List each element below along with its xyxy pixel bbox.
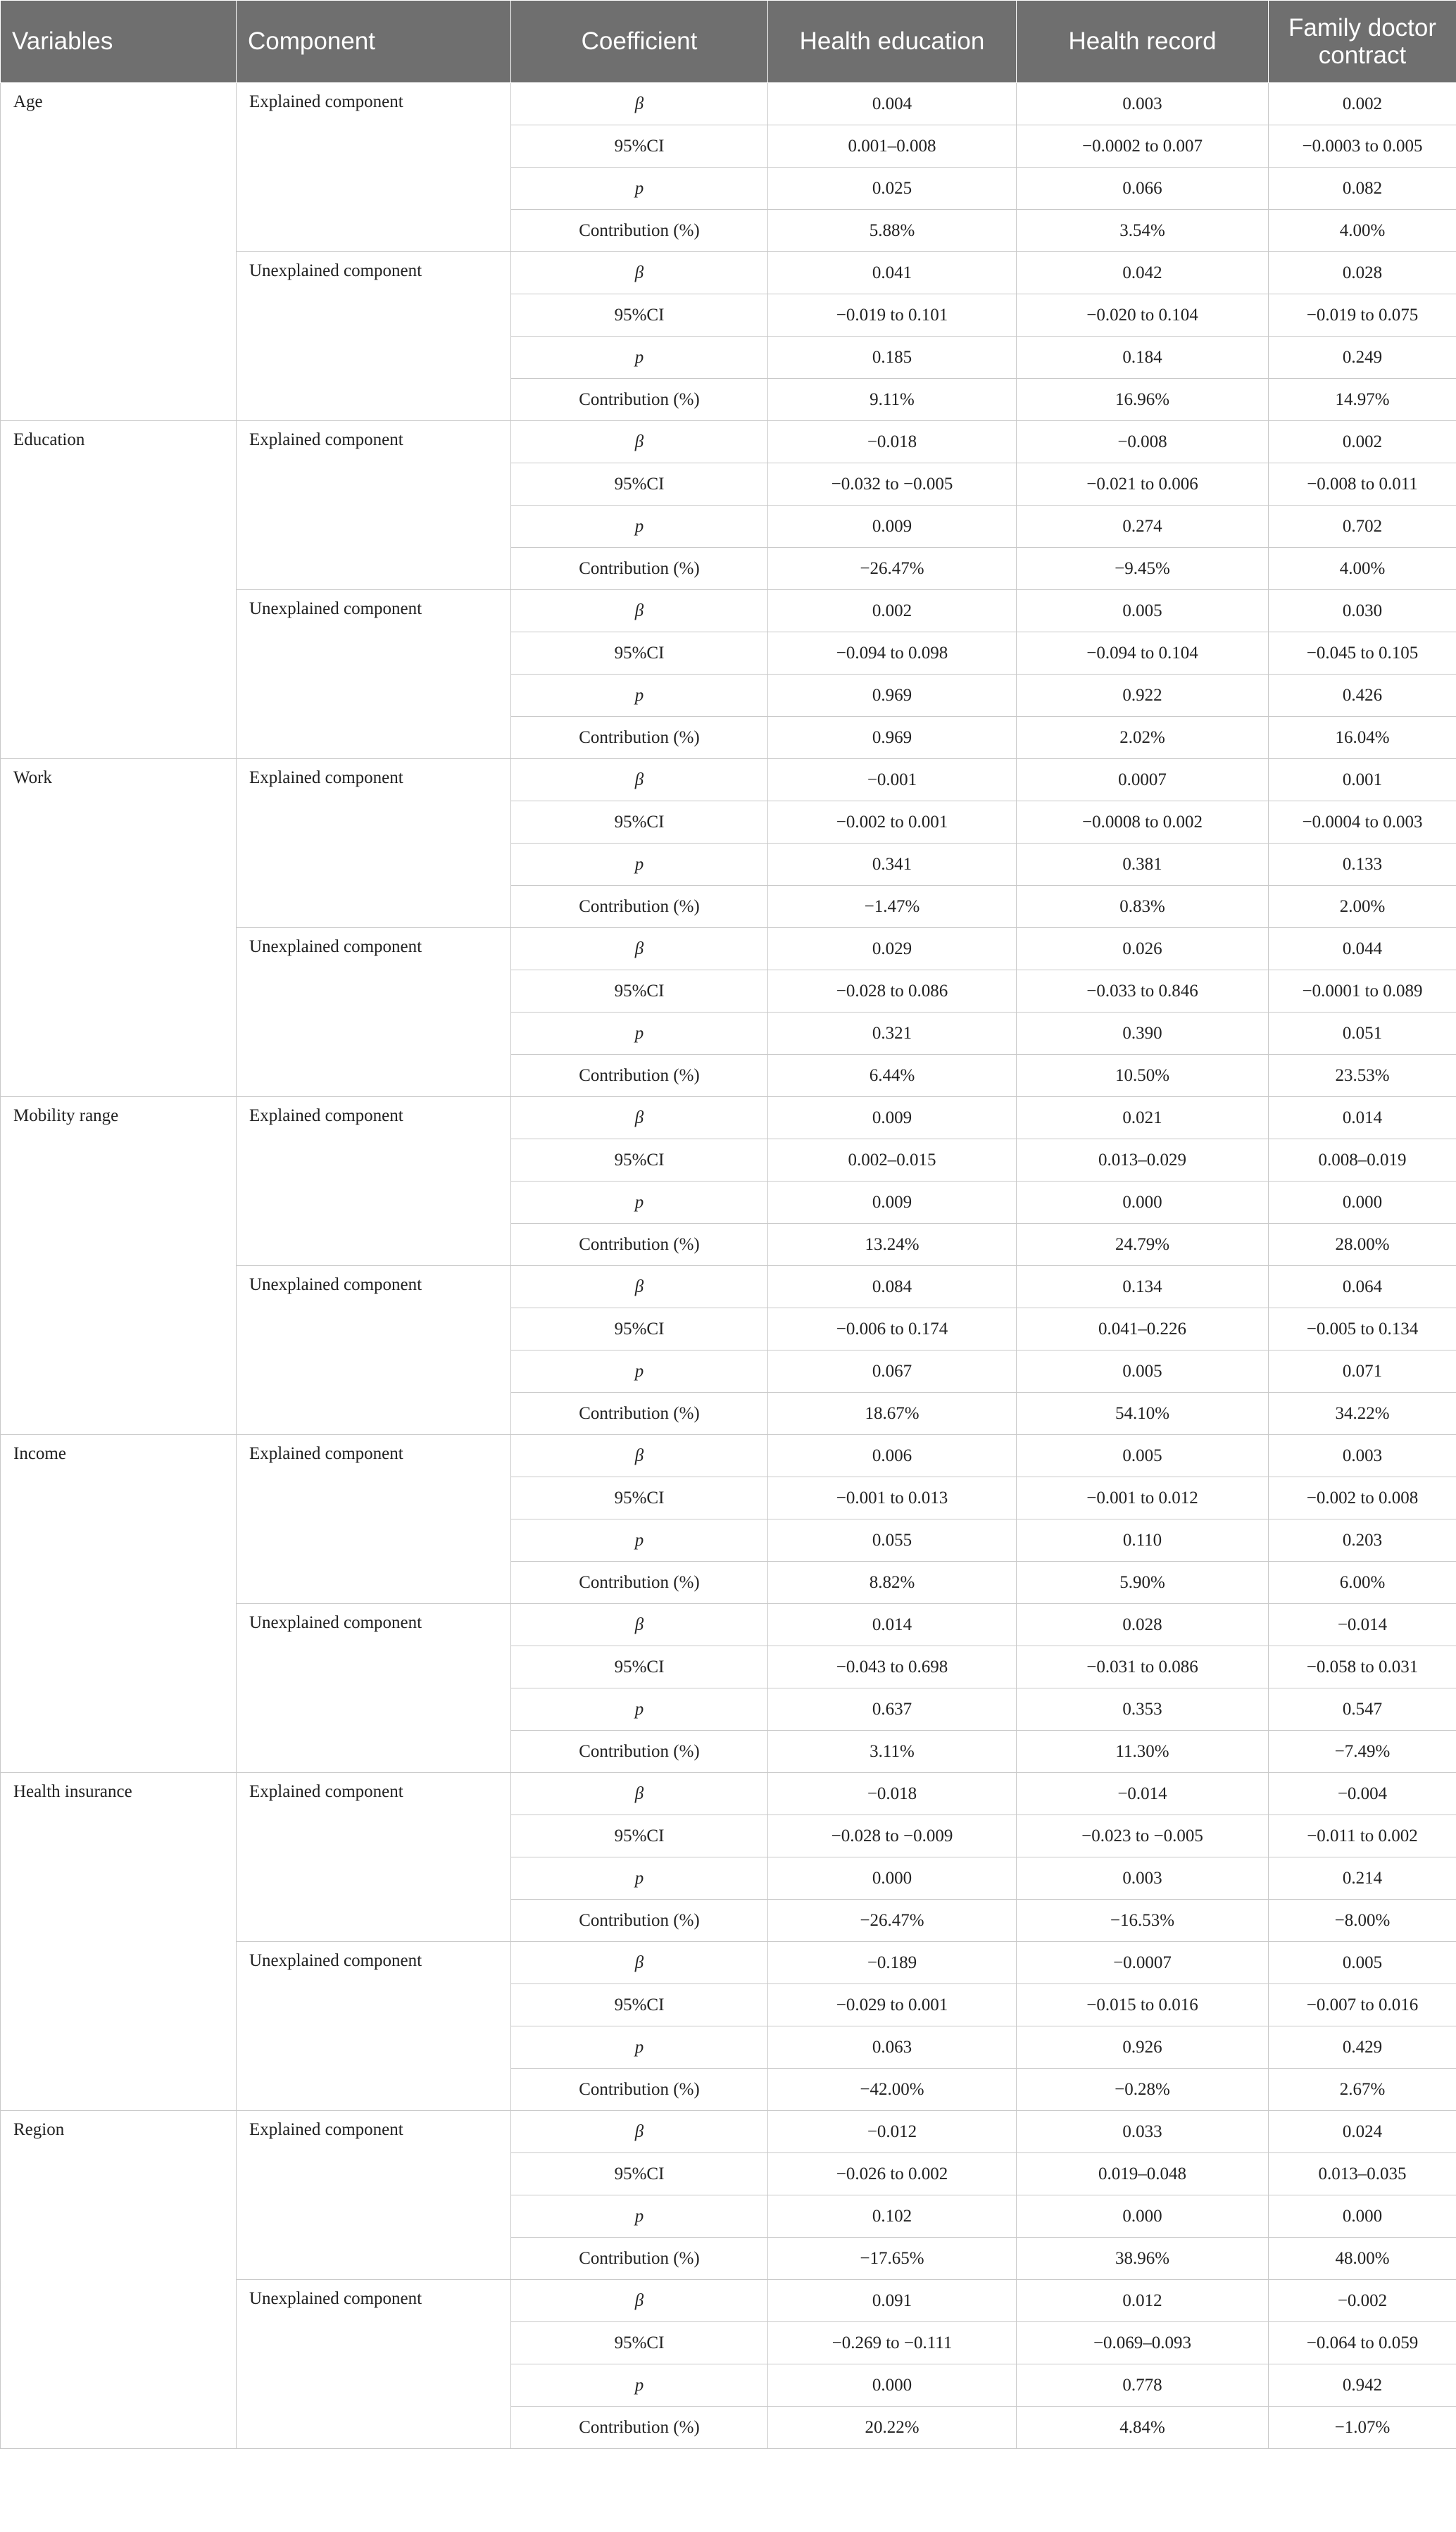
health-record-cell: 0.390 [1017,1013,1269,1055]
family-doctor-contract-cell: 0.002 [1269,83,1456,125]
family-doctor-contract-cell: 0.008–0.019 [1269,1139,1456,1182]
component-name-cell: Unexplained component [237,2280,511,2449]
health-education-cell: −0.189 [768,1942,1017,1984]
health-record-cell: 54.10% [1017,1393,1269,1435]
coefficient-cell: 95%CI [511,632,768,675]
variable-name-cell: Education [1,421,237,759]
variable-name-cell: Health insurance [1,1773,237,2111]
health-record-cell: −0.0002 to 0.007 [1017,125,1269,168]
coefficient-cell: Contribution (%) [511,886,768,928]
health-record-cell: −0.001 to 0.012 [1017,1477,1269,1519]
table-row [1,1097,1456,1139]
family-doctor-contract-cell: 0.071 [1269,1350,1456,1393]
family-doctor-contract-cell: −0.058 to 0.031 [1269,1646,1456,1688]
component-name-cell: Unexplained component [237,1942,511,2111]
health-education-cell: 0.063 [768,2026,1017,2069]
family-doctor-contract-cell: 0.028 [1269,252,1456,294]
health-education-cell: 0.006 [768,1435,1017,1477]
component-name-cell: Explained component [237,421,511,590]
coefficient-cell: β [511,83,768,125]
health-record-cell: 0.003 [1017,1857,1269,1900]
health-education-cell: −0.029 to 0.001 [768,1984,1017,2026]
coefficient-cell: 95%CI [511,1984,768,2026]
table-row [1,83,1456,125]
family-doctor-contract-cell: −0.0004 to 0.003 [1269,801,1456,844]
family-doctor-contract-cell: 16.04% [1269,717,1456,759]
coefficient-cell: 95%CI [511,125,768,168]
health-education-cell: −0.094 to 0.098 [768,632,1017,675]
coefficient-cell: β [511,2111,768,2153]
family-doctor-contract-cell: −0.045 to 0.105 [1269,632,1456,675]
family-doctor-contract-cell: 23.53% [1269,1055,1456,1097]
coefficient-cell: p [511,337,768,379]
component-name-cell: Unexplained component [237,928,511,1097]
table-header [1,1,1456,83]
family-doctor-contract-cell: 0.051 [1269,1013,1456,1055]
family-doctor-contract-cell: 0.064 [1269,1266,1456,1308]
health-education-cell: 9.11% [768,379,1017,421]
health-education-cell: −0.006 to 0.174 [768,1308,1017,1350]
coefficient-cell: p [511,2364,768,2407]
health-record-cell: −0.069–0.093 [1017,2322,1269,2364]
table-row [1,2111,1456,2153]
health-record-cell: 0.021 [1017,1097,1269,1139]
family-doctor-contract-cell: 34.22% [1269,1393,1456,1435]
family-doctor-contract-cell: −0.0003 to 0.005 [1269,125,1456,168]
health-record-cell: −9.45% [1017,548,1269,590]
coefficient-cell: Contribution (%) [511,717,768,759]
coefficient-cell: β [511,421,768,463]
health-record-cell: 0.134 [1017,1266,1269,1308]
component-name-cell: Unexplained component [237,1604,511,1773]
table-row [1,1773,1456,1815]
health-education-cell: −0.269 to −0.111 [768,2322,1017,2364]
health-education-cell: 0.055 [768,1519,1017,1562]
health-record-cell: −0.094 to 0.104 [1017,632,1269,675]
header-health-record: Health record [1017,1,1269,83]
coefficient-cell: 95%CI [511,463,768,506]
health-record-cell: 0.042 [1017,252,1269,294]
health-education-cell: 0.025 [768,168,1017,210]
health-education-cell: 0.000 [768,2364,1017,2407]
health-record-cell: 10.50% [1017,1055,1269,1097]
health-record-cell: −0.015 to 0.016 [1017,1984,1269,2026]
health-record-cell: 0.922 [1017,675,1269,717]
family-doctor-contract-cell: −0.002 to 0.008 [1269,1477,1456,1519]
family-doctor-contract-cell: 4.00% [1269,210,1456,252]
health-education-cell: 0.321 [768,1013,1017,1055]
health-record-cell: 0.274 [1017,506,1269,548]
family-doctor-contract-cell: 0.000 [1269,1182,1456,1224]
health-record-cell: 3.54% [1017,210,1269,252]
coefficient-cell: β [511,928,768,970]
health-education-cell: 0.001–0.008 [768,125,1017,168]
health-record-cell: −0.0008 to 0.002 [1017,801,1269,844]
health-education-cell: 0.091 [768,2280,1017,2322]
header-component: Component [237,1,511,83]
health-record-cell: 0.026 [1017,928,1269,970]
health-record-cell: 0.041–0.226 [1017,1308,1269,1350]
health-record-cell: 0.005 [1017,590,1269,632]
family-doctor-contract-cell: 0.044 [1269,928,1456,970]
family-doctor-contract-cell: 14.97% [1269,379,1456,421]
coefficient-cell: Contribution (%) [511,548,768,590]
variable-name-cell: Region [1,2111,237,2449]
health-record-cell: 0.184 [1017,337,1269,379]
variable-name-cell: Income [1,1435,237,1773]
family-doctor-contract-cell: 0.702 [1269,506,1456,548]
coefficient-cell: 95%CI [511,1646,768,1688]
health-education-cell: 0.067 [768,1350,1017,1393]
coefficient-cell: β [511,1773,768,1815]
family-doctor-contract-cell: 0.013–0.035 [1269,2153,1456,2195]
health-education-cell: −0.002 to 0.001 [768,801,1017,844]
health-record-cell: 0.778 [1017,2364,1269,2407]
header-coefficient: Coefficient [511,1,768,83]
health-education-cell: −0.028 to −0.009 [768,1815,1017,1857]
health-record-cell: −0.020 to 0.104 [1017,294,1269,337]
family-doctor-contract-cell: 0.942 [1269,2364,1456,2407]
family-doctor-contract-cell: 48.00% [1269,2238,1456,2280]
coefficient-cell: p [511,1857,768,1900]
family-doctor-contract-cell: −7.49% [1269,1731,1456,1773]
header-variables: Variables [1,1,237,83]
family-doctor-contract-cell: 0.547 [1269,1688,1456,1731]
coefficient-cell: p [511,675,768,717]
coefficient-cell: β [511,252,768,294]
coefficient-cell: p [511,1519,768,1562]
family-doctor-contract-cell: 0.014 [1269,1097,1456,1139]
health-education-cell: −26.47% [768,548,1017,590]
family-doctor-contract-cell: 0.001 [1269,759,1456,801]
coefficient-cell: 95%CI [511,801,768,844]
family-doctor-contract-cell: −0.008 to 0.011 [1269,463,1456,506]
health-record-cell: 0.019–0.048 [1017,2153,1269,2195]
health-record-cell: −0.014 [1017,1773,1269,1815]
family-doctor-contract-cell: −0.007 to 0.016 [1269,1984,1456,2026]
health-education-cell: 0.009 [768,1182,1017,1224]
health-education-cell: −0.032 to −0.005 [768,463,1017,506]
coefficient-cell: β [511,2280,768,2322]
component-name-cell: Explained component [237,759,511,928]
health-record-cell: −0.008 [1017,421,1269,463]
health-education-cell: 0.637 [768,1688,1017,1731]
health-education-cell: 0.341 [768,844,1017,886]
health-record-cell: 0.000 [1017,1182,1269,1224]
coefficient-cell: p [511,168,768,210]
health-education-cell: 3.11% [768,1731,1017,1773]
health-education-cell: 20.22% [768,2407,1017,2449]
health-education-cell: 0.009 [768,506,1017,548]
health-education-cell: 0.009 [768,1097,1017,1139]
family-doctor-contract-cell: −0.002 [1269,2280,1456,2322]
coefficient-cell: 95%CI [511,970,768,1013]
coefficient-cell: p [511,2026,768,2069]
health-education-cell: 0.029 [768,928,1017,970]
health-record-cell: 4.84% [1017,2407,1269,2449]
coefficient-cell: 95%CI [511,2153,768,2195]
family-doctor-contract-cell: 0.214 [1269,1857,1456,1900]
component-name-cell: Unexplained component [237,252,511,421]
coefficient-cell: β [511,590,768,632]
family-doctor-contract-cell: −0.064 to 0.059 [1269,2322,1456,2364]
health-record-cell: 0.066 [1017,168,1269,210]
family-doctor-contract-cell: −0.005 to 0.134 [1269,1308,1456,1350]
coefficient-cell: Contribution (%) [511,2407,768,2449]
health-education-cell: 13.24% [768,1224,1017,1266]
health-record-cell: −0.031 to 0.086 [1017,1646,1269,1688]
health-record-cell: 16.96% [1017,379,1269,421]
coefficient-cell: Contribution (%) [511,1562,768,1604]
health-education-cell: −0.001 [768,759,1017,801]
component-name-cell: Explained component [237,2111,511,2280]
health-education-cell: −0.026 to 0.002 [768,2153,1017,2195]
family-doctor-contract-cell: 0.203 [1269,1519,1456,1562]
family-doctor-contract-cell: 0.133 [1269,844,1456,886]
table-body [1,83,1456,2449]
health-education-cell: 0.000 [768,1857,1017,1900]
coefficient-cell: 95%CI [511,1815,768,1857]
family-doctor-contract-cell: −0.019 to 0.075 [1269,294,1456,337]
family-doctor-contract-cell: 0.024 [1269,2111,1456,2153]
family-doctor-contract-cell: 0.249 [1269,337,1456,379]
variable-name-cell: Age [1,83,237,421]
component-name-cell: Explained component [237,1773,511,1942]
coefficient-cell: 95%CI [511,294,768,337]
coefficient-cell: p [511,1013,768,1055]
health-record-cell: 0.110 [1017,1519,1269,1562]
coefficient-cell: Contribution (%) [511,1224,768,1266]
coefficient-cell: β [511,759,768,801]
health-record-cell: −0.023 to −0.005 [1017,1815,1269,1857]
component-name-cell: Unexplained component [237,590,511,759]
health-record-cell: −0.021 to 0.006 [1017,463,1269,506]
header-health-education: Health education [768,1,1017,83]
health-record-cell: 0.005 [1017,1350,1269,1393]
header-row [1,1,1456,83]
health-education-cell: 0.084 [768,1266,1017,1308]
health-record-cell: 0.000 [1017,2195,1269,2238]
health-record-cell: 0.033 [1017,2111,1269,2153]
health-education-cell: −0.019 to 0.101 [768,294,1017,337]
health-education-cell: 0.969 [768,675,1017,717]
family-doctor-contract-cell: 2.00% [1269,886,1456,928]
coefficient-cell: Contribution (%) [511,2069,768,2111]
health-education-cell: −42.00% [768,2069,1017,2111]
coefficient-cell: β [511,1097,768,1139]
health-education-cell: 0.014 [768,1604,1017,1646]
component-name-cell: Unexplained component [237,1266,511,1435]
family-doctor-contract-cell: −1.07% [1269,2407,1456,2449]
coefficient-cell: p [511,844,768,886]
coefficient-cell: Contribution (%) [511,2238,768,2280]
coefficient-cell: 95%CI [511,2322,768,2364]
family-doctor-contract-cell: −0.011 to 0.002 [1269,1815,1456,1857]
family-doctor-contract-cell: −8.00% [1269,1900,1456,1942]
coefficient-cell: p [511,1182,768,1224]
coefficient-cell: Contribution (%) [511,210,768,252]
health-education-cell: −0.043 to 0.698 [768,1646,1017,1688]
family-doctor-contract-cell: 28.00% [1269,1224,1456,1266]
health-record-cell: 0.381 [1017,844,1269,886]
component-name-cell: Explained component [237,1435,511,1604]
health-education-cell: 5.88% [768,210,1017,252]
health-record-cell: 0.926 [1017,2026,1269,2069]
health-education-cell: 8.82% [768,1562,1017,1604]
family-doctor-contract-cell: −0.0001 to 0.089 [1269,970,1456,1013]
health-record-cell: 0.83% [1017,886,1269,928]
health-education-cell: −0.018 [768,1773,1017,1815]
coefficient-cell: β [511,1435,768,1477]
family-doctor-contract-cell: 0.005 [1269,1942,1456,1984]
variable-name-cell: Work [1,759,237,1097]
health-record-cell: −16.53% [1017,1900,1269,1942]
health-education-cell: −0.001 to 0.013 [768,1477,1017,1519]
table-row [1,421,1456,463]
family-doctor-contract-cell: 0.000 [1269,2195,1456,2238]
health-education-cell: 0.102 [768,2195,1017,2238]
health-record-cell: 0.0007 [1017,759,1269,801]
health-record-cell: 24.79% [1017,1224,1269,1266]
family-doctor-contract-cell: 0.030 [1269,590,1456,632]
family-doctor-contract-cell: 6.00% [1269,1562,1456,1604]
coefficient-cell: p [511,506,768,548]
health-record-cell: 2.02% [1017,717,1269,759]
coefficient-cell: p [511,1350,768,1393]
health-record-cell: 0.003 [1017,83,1269,125]
family-doctor-contract-cell: 0.002 [1269,421,1456,463]
family-doctor-contract-cell: 0.429 [1269,2026,1456,2069]
family-doctor-contract-cell: −0.014 [1269,1604,1456,1646]
health-education-cell: 18.67% [768,1393,1017,1435]
coefficient-cell: Contribution (%) [511,1393,768,1435]
coefficient-cell: β [511,1266,768,1308]
health-education-cell: 0.002 [768,590,1017,632]
coefficient-cell: Contribution (%) [511,1055,768,1097]
health-record-cell: −0.28% [1017,2069,1269,2111]
health-record-cell: 0.013–0.029 [1017,1139,1269,1182]
health-record-cell: −0.0007 [1017,1942,1269,1984]
family-doctor-contract-cell: 0.003 [1269,1435,1456,1477]
coefficient-cell: p [511,1688,768,1731]
family-doctor-contract-cell: 2.67% [1269,2069,1456,2111]
coefficient-cell: Contribution (%) [511,379,768,421]
health-record-cell: 0.005 [1017,1435,1269,1477]
coefficient-cell: p [511,2195,768,2238]
health-record-cell: 0.012 [1017,2280,1269,2322]
component-name-cell: Explained component [237,83,511,252]
health-record-cell: −0.033 to 0.846 [1017,970,1269,1013]
coefficient-cell: 95%CI [511,1139,768,1182]
health-education-cell: 0.041 [768,252,1017,294]
family-doctor-contract-cell: 0.082 [1269,168,1456,210]
component-name-cell: Explained component [237,1097,511,1266]
health-education-cell: 0.185 [768,337,1017,379]
health-education-cell: −0.018 [768,421,1017,463]
table-row [1,1435,1456,1477]
family-doctor-contract-cell: 4.00% [1269,548,1456,590]
health-education-cell: −17.65% [768,2238,1017,2280]
table-row [1,759,1456,801]
family-doctor-contract-cell: 0.426 [1269,675,1456,717]
health-education-cell: −0.012 [768,2111,1017,2153]
coefficient-cell: 95%CI [511,1477,768,1519]
coefficient-cell: 95%CI [511,1308,768,1350]
health-education-cell: −1.47% [768,886,1017,928]
coefficient-cell: β [511,1604,768,1646]
health-education-cell: 0.969 [768,717,1017,759]
health-record-cell: 5.90% [1017,1562,1269,1604]
coefficient-cell: β [511,1942,768,1984]
health-education-cell: −0.028 to 0.086 [768,970,1017,1013]
variable-name-cell: Mobility range [1,1097,237,1435]
health-education-cell: 0.004 [768,83,1017,125]
coefficient-cell: Contribution (%) [511,1900,768,1942]
health-education-cell: 0.002–0.015 [768,1139,1017,1182]
health-record-cell: 11.30% [1017,1731,1269,1773]
health-record-cell: 0.353 [1017,1688,1269,1731]
family-doctor-contract-cell: −0.004 [1269,1773,1456,1815]
health-record-cell: 38.96% [1017,2238,1269,2280]
coefficient-cell: Contribution (%) [511,1731,768,1773]
health-education-cell: 6.44% [768,1055,1017,1097]
health-record-cell: 0.028 [1017,1604,1269,1646]
health-education-cell: −26.47% [768,1900,1017,1942]
header-family-doctor-contract: Family doctor contract [1269,1,1456,83]
